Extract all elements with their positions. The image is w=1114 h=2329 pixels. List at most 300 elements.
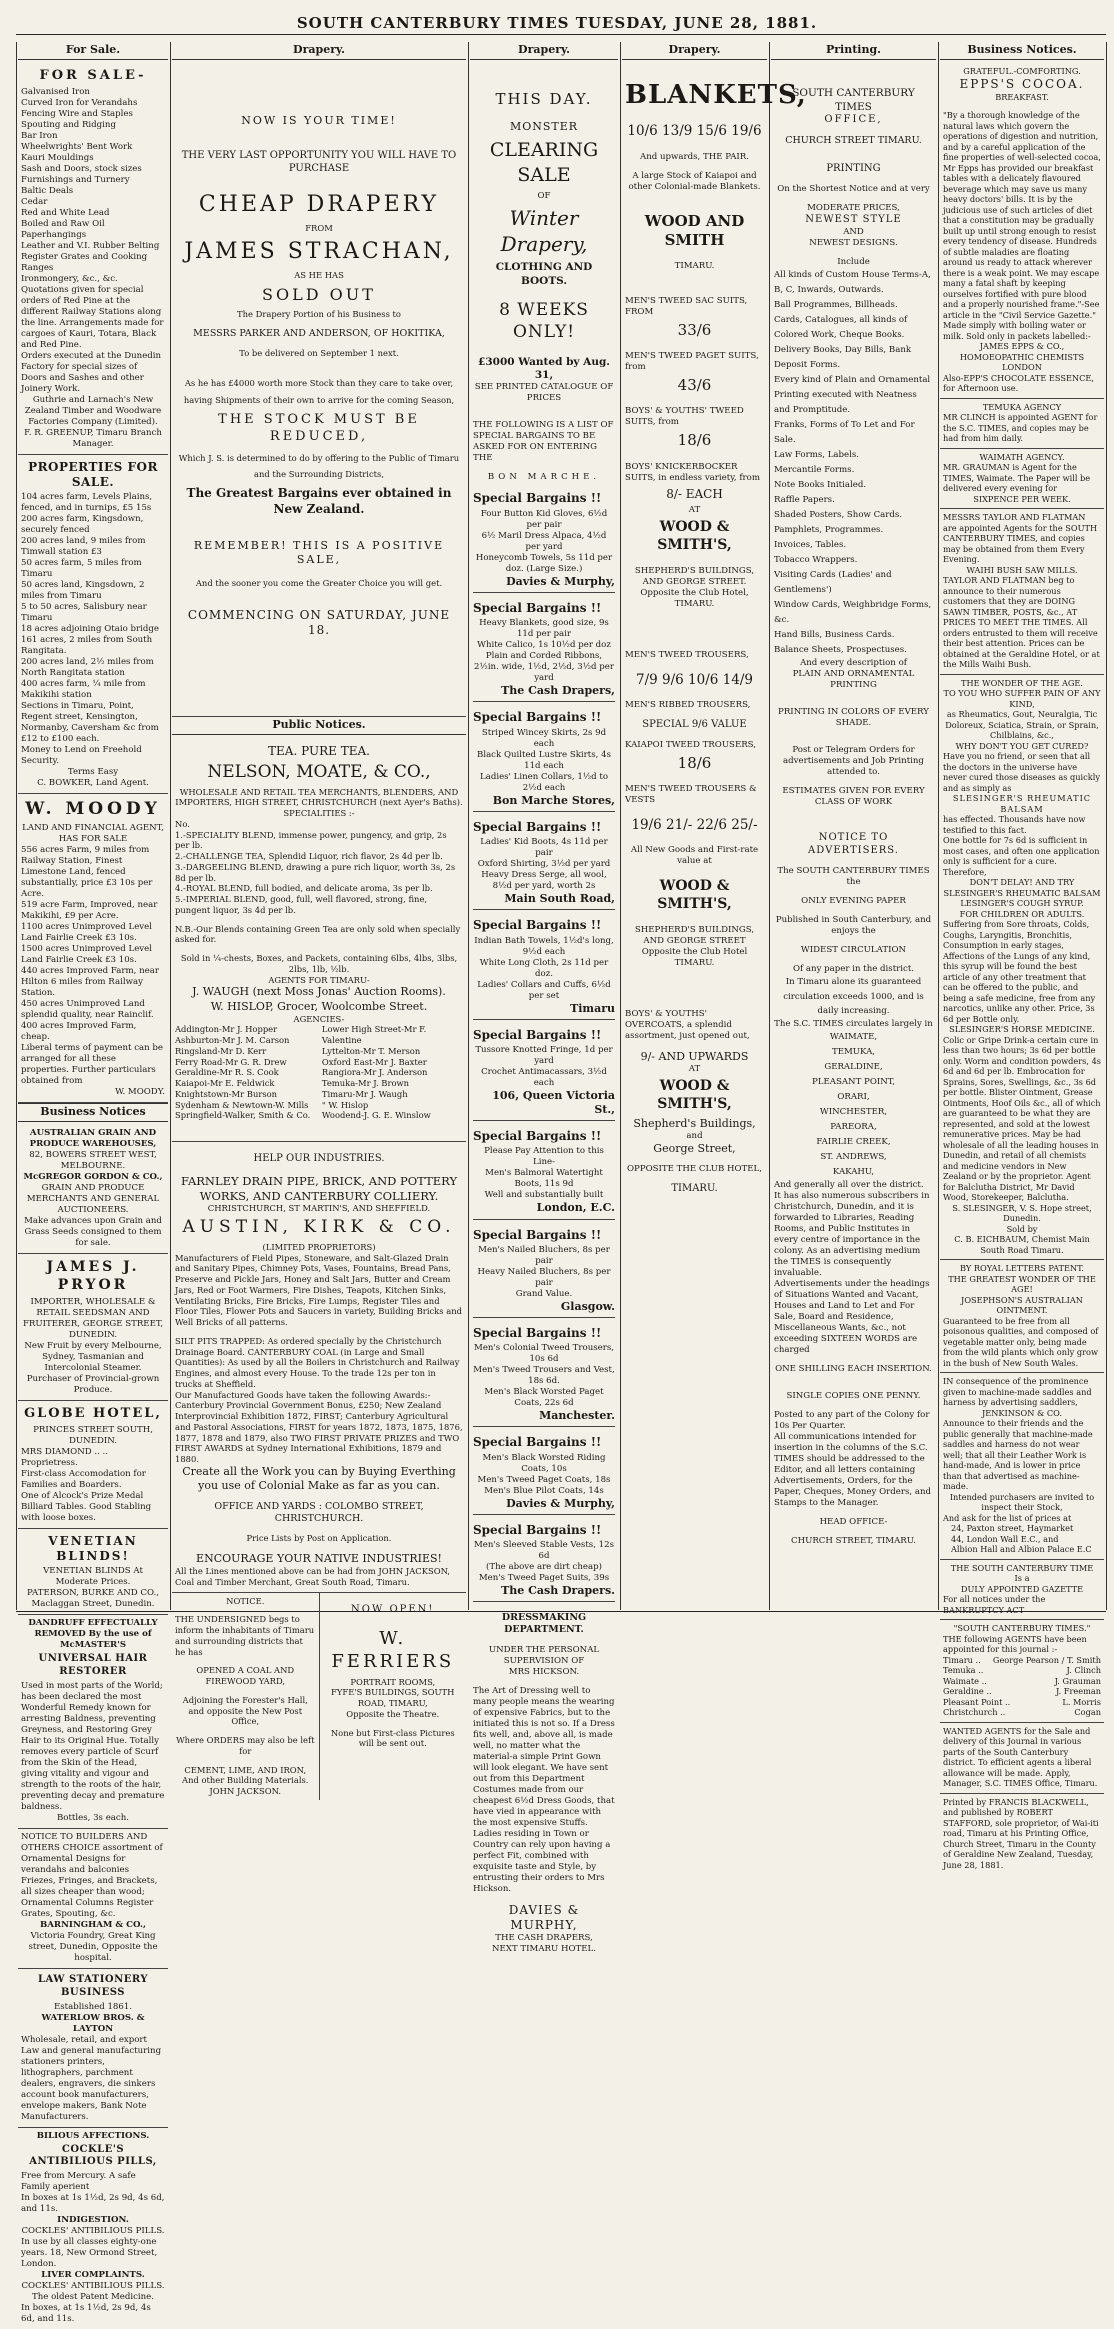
ad-text: Sold by — [1006, 1223, 1038, 1234]
ad-text: Price Lists by Post on Application. — [246, 1533, 392, 1544]
ad-title: INDIGESTION. — [57, 2215, 129, 2226]
ad-title: LAW STATIONERY BUSINESS — [37, 1974, 149, 1998]
ad-text: Make advances upon Grain and Grass Seeds consigned to them for sale. — [24, 1216, 162, 1249]
ad-text: Printed by FRANCIS BLACKWELL, and published by ROBERT STAFFORD, sole proprietor, of Wai-iti road, Timaru at his Printing Office, Church Street, Timaru in the County of Geraldine New Zealand, Tuesday, June 28, 1881. — [943, 1796, 1099, 1870]
list-item: Pamphlets, Programmes. — [774, 525, 884, 536]
bargain-title: Special Bargains !! — [473, 1129, 602, 1144]
ad-text: Also-EPP'S CHOCOLATE ESSENCE, for Afternoon use. — [943, 372, 1094, 394]
list-item: Mercantile Forms. — [774, 464, 855, 475]
list-item: 161 acres, 2 miles from South Rangitata. — [21, 635, 153, 657]
ad-headline: DAVIES & MURPHY, — [508, 1902, 580, 1932]
bargain-line: White Calico, 1s 10½d per doz — [477, 640, 611, 651]
ad-headline: AUSTIN, KIRK & CO. — [182, 1217, 456, 1238]
ad-text: THE FOLLOWING IS A LIST OF SPECIAL BARGAINS TO BE ASKED FOR ON ENTERING THE — [473, 420, 614, 464]
ad-text: "By a thorough knowledge of the natural laws which govern the operations of digestion and nutrition, and by a careful application of the fine properties of well-selected cocoa, Mr Epps has provided our breakfast tables with a delicately flavoured beverage which may save us many heavy doctors' bills. It is by the judicious use of such articles of diet that a constitution may be gradually built up until strong enough to resist every tendency of disease. Hundreds of subtle maladies are floating around us ready to attack wherever there is a weak point. We may escape many a fatal shaft by keeping ourselves fortified with pure blood and a properly nourished frame."-See article in the "Civil Service Gazette." Made simply with boiling water or milk. Sold only in packets labelled:- — [943, 110, 1101, 341]
price-line: 18/6 — [677, 431, 712, 450]
ad-text: Our Manufactured Goods have taken the following Awards:-Canterbury Provincial Government Bonus, £250; New Zealand Interprovincial Exhibition 1872, FIRST; Canterbury Agricultural and Pastoral Associations, FIRST for years 1872, 1873, 1875, 1876, 1877, 1878 and 1879, also TWO FIRST PRIVATE PRIZES and TWO FIRST AWARDS at Sydney International Exhibitions, 1879 and 1880. — [175, 1389, 463, 1465]
column-divider — [620, 42, 621, 1610]
ad-text: SEE PRINTED CATALOGUE OF PRICES — [474, 382, 614, 404]
bargain-line: 6½ Maril Dress Alpaca, 4½d per yard — [481, 530, 607, 552]
ad-title: GLOBE HOTEL, — [24, 1406, 162, 1422]
special-bargain — [473, 491, 615, 592]
ad-text: AS HE HAS — [294, 269, 344, 280]
special-bargain — [473, 710, 615, 811]
special-bargain — [473, 918, 615, 1019]
ad-signature: JOHN JACKSON. — [209, 1786, 282, 1797]
ad-text: As he has £4000 worth more Stock than they care to take over, having Shipments of their own to arrive for the coming Season, — [183, 377, 455, 405]
list-item: Furnishings and Turnery — [21, 174, 130, 185]
bargain-line: Ladies' Kid Boots, 4s 11d per pair — [480, 837, 608, 859]
ad-text: Purchaser of Provincial-grown Produce. — [26, 1374, 160, 1396]
ad-waimate-agency — [940, 449, 1104, 510]
ad-title: UNIVERSAL HAIR RESTORER — [38, 1653, 148, 1678]
ad-title: MRS HICKSON. — [508, 1666, 580, 1677]
ad-text: AT — [688, 504, 701, 515]
ad-text: The S.C. TIMES circulates largely in — [774, 1018, 933, 1029]
bargain-line: White Long Cloth, 2s 11d per doz. — [479, 957, 609, 979]
ad-text: MR. GRAUMAN is Agent for the TIMES, Waimate. The Paper will be delivered every evening for — [943, 462, 1091, 494]
list-item: Kaiapoi-Mr E. Feldwick — [175, 1078, 275, 1089]
ad-gazette — [940, 1560, 1104, 1621]
ad-text: KAIAPOI TWEED TROUSERS, — [625, 739, 756, 750]
ad-text: SPECIALITIES :- — [283, 808, 355, 819]
list-item: 450 acres Unimproved Land splendid quality, near Rainclif. — [21, 999, 154, 1021]
bargain-title: Special Bargains !! — [473, 1027, 602, 1042]
ad-text: CHURCH STREET TIMARU. — [785, 134, 922, 146]
ad-jenkinson — [940, 1373, 1104, 1560]
ad-text: as Rheumatics, Gout, Neuralgia, Tic Doloreux, Sciatica, Strain, or Sprain, Chilblains, &c., — [945, 709, 1099, 741]
column-divider — [16, 42, 17, 1610]
list-item: Ferry Road-Mr G. R. Drew — [175, 1056, 287, 1067]
list-item: 3.-DARGEELING BLEND, drawing a pure rich liquor, worth 3s, 2s 8d per lb. — [175, 861, 456, 883]
list-item: 1.-SPECIALITY BLEND, immense power, pungency, and grip, 2s per lb. — [175, 829, 447, 851]
ad-headline: Winter Drapery, — [500, 205, 588, 256]
ad-text: For all notices under the BANKRUPTCY ACT — [943, 1594, 1046, 1615]
bargain-line: Crochet Antimacassars, 3½d each — [481, 1066, 607, 1088]
list-item: Rangiora-Mr J. Anderson — [321, 1067, 428, 1078]
ad-title: ONLY EVENING PAPER — [801, 895, 906, 906]
ad-title: SINGLE COPIES ONE PENNY. — [786, 1391, 921, 1402]
ad-text: GRAIN AND PRODUCE MERCHANTS AND GENERAL AUCTIONEERS. — [26, 1183, 160, 1216]
agent-row — [943, 1686, 1101, 1697]
ad-nelson-moate — [172, 738, 466, 1143]
ad-text: Is a — [1014, 1573, 1030, 1584]
bargain-line: Well and substantially built — [484, 1190, 604, 1201]
bargain-title: Special Bargains !! — [473, 1227, 602, 1242]
price-line: 33/6 — [677, 320, 712, 339]
ad-title: WAIMATH AGENCY. — [979, 451, 1065, 462]
ad-text: DON'T DELAY! AND TRY — [969, 877, 1075, 888]
ad-hair-restorer — [18, 1615, 168, 1829]
ad-text: NOW IS YOUR TIME! — [241, 114, 397, 128]
ad-text: BOYS' & YOUTHS' OVERCOATS, a splendid assortment, just opened out, — [625, 1009, 750, 1042]
list-item: Knightstown-Mr Burson — [175, 1088, 278, 1099]
list-item: 400 acres Improved Farm, cheap. — [21, 1021, 137, 1043]
list-item: ST. ANDREWS, — [820, 1151, 887, 1162]
ad-builders — [18, 1829, 168, 1969]
ad-text: WHOLESALE AND RETAIL TEA MERCHANTS, BLENDERS, AND IMPORTERS, HIGH STREET, CHRISTCHURCH (next Ayer's Baths). — [175, 786, 463, 808]
ad-title: "SOUTH CANTERBURY TIMES." — [953, 1623, 1091, 1634]
ad-title: BY ROYAL LETTERS PATENT. — [960, 1263, 1084, 1274]
price-line: 19/6 21/- 22/6 25/- — [631, 816, 758, 833]
ad-title: DRESSMAKING DEPARTMENT. — [501, 1612, 587, 1636]
list-item: 104 acres farm, Levels Plains, fenced, and in turnips, £5 15s — [21, 492, 153, 514]
list-item: Fencing Wire and Staples — [21, 108, 133, 119]
ad-title: PRINTING IN COLORS OF EVERY SHADE. — [778, 707, 929, 729]
bargain-line: Men's Tweed Trousers and Vest, 18s 6d. — [473, 1365, 615, 1387]
ad-text: LAND AND FINANCIAL AGENT, HAS FOR SALE — [22, 823, 164, 845]
ad-text: A large Stock of Kaiapoi and other Colonial-made Blankets. — [628, 170, 761, 192]
ad-title: COCKLES' ANTIBILIOUS PILLS. — [21, 2226, 165, 2237]
ad-text: Manufacturers of Field Pipes, Stoneware, and Salt-Glazed Drain and Sanitary Pipes, Chimney Pots, Vases, Fountains, Bread Pans, Preserve and Pickle Jars, Honey and Salt Jars, Butter and Cream Jars, Red or Foot Warmers, Fire Dishes, Teapots, Kitchen Sinks, Ventilating Bricks, Fire Bricks, Fire Lumps, Register Tiles and Floor Tiles, Flower Pots and Saucers in variety, Building Bricks and Well Bricks of all patterns. — [175, 1252, 462, 1328]
ad-text: MRS DIAMOND .. .. Proprietress. — [21, 1446, 109, 1468]
bargain-line: Striped Wincey Skirts, 2s 9d each — [481, 727, 607, 749]
ad-headline: ENCOURAGE YOUR NATIVE INDUSTRIES! — [196, 1552, 442, 1566]
ad-text: THE CASH DRAPERS, — [495, 1933, 593, 1944]
bargain-store: The Cash Drapers. — [473, 1584, 615, 1602]
bargain-line: Ladies' Collars and Cuffs, 6½d per set — [477, 979, 611, 1001]
ad-wanted-agents — [940, 1723, 1104, 1794]
ad-title: TO YOU WHO SUFFER PAIN OF ANY KIND, — [943, 688, 1101, 709]
ad-headline: WOOD AND SMITH — [644, 211, 745, 249]
ad-headline: The Greatest Bargains ever obtained in New Zealand. — [186, 486, 452, 516]
ad-text: MEN'S TWEED PAGET SUITS, from — [625, 351, 759, 373]
list-item: FAIRLIE CREEK, — [816, 1136, 891, 1147]
ad-text: In use by all classes eighty-one years. 18, New Ormond Street, London. — [21, 2237, 158, 2270]
price-line: 10/6 13/9 15/6 19/6 — [627, 123, 762, 140]
list-item: 50 acres land, Kingsdown, 2 miles from Timaru — [21, 580, 145, 602]
ad-text: Adjoining the Forester's Hall, and opposite the New Post Office, — [182, 1694, 308, 1727]
list-item: Money to Lend on Freehold Security. — [21, 745, 142, 767]
agencies-table — [175, 1024, 463, 1121]
ad-temuka-agency — [940, 399, 1104, 449]
ad-title: SLESINGER'S RHEUMATIC BALSAM — [943, 887, 1101, 898]
bargain-line: Indian Bath Towels, 1½d's long, 9½d each — [474, 935, 614, 957]
ad-text: Guthrie and Larnach's New Zealand Timber and Woodware Factories Company (Limited). — [24, 394, 162, 427]
agent-row — [943, 1665, 1101, 1676]
ad-text: OFFICE, — [824, 113, 883, 125]
ad-text: Established 1861. — [53, 2001, 133, 2012]
agent-name: J. Freeman — [1055, 1686, 1101, 1697]
ad-text: And upwards, THE PAIR. — [640, 151, 749, 162]
bargain-line: Men's Tweed Paget Suits, 39s — [478, 1573, 610, 1584]
ad-slesinger — [940, 675, 1104, 1261]
moody-list — [21, 845, 165, 1043]
list-item: Hand Bills, Business Cards. — [774, 630, 895, 641]
list-item: Cards, Catalogues, all kinds of Colored Work, Cheque Books. — [774, 314, 908, 340]
ad-text: AT — [688, 1064, 701, 1075]
list-item: Woodend-J. G. E. Winslow — [321, 1110, 431, 1121]
agent-row — [943, 1707, 1101, 1718]
ad-title: THE GREATEST WONDER OF THE AGE! — [948, 1273, 1096, 1295]
price-line: 9/- AND UPWARDS — [640, 1050, 749, 1064]
list-item: 556 acres Farm, 9 miles from Railway Station, Finest Limestone Land, fenced substantially, price £3 10s per Acre. — [21, 845, 153, 900]
list-item: " W. Hislop — [321, 1099, 369, 1110]
ad-text: UNDER THE PERSONAL SUPERVISION OF — [488, 1644, 600, 1666]
ad-text: All New Goods and First-rate value at — [630, 845, 759, 867]
list-item: Addington-Mr J. Hopper — [175, 1024, 278, 1035]
bargain-title: Special Bargains !! — [473, 1325, 602, 1340]
list-item: Sections in Timaru, Point, Regent street, Kensington, Normanby, Caversham &c from £12 to £100 each. — [21, 701, 159, 745]
ad-title: HELP OUR INDUSTRIES. — [253, 1153, 385, 1165]
ad-epps-cocoa — [940, 63, 1104, 399]
ad-text: And every description of — [800, 658, 907, 669]
ad-text: has effected. Thousands have now testified to this fact. — [943, 814, 1086, 835]
column-header: Printing. — [771, 42, 936, 60]
agent-name: Cogan — [1074, 1707, 1101, 1718]
ad-text: OFFICE AND YARDS : COLOMBO STREET, CHRISTCHURCH. — [214, 1501, 424, 1525]
agent-town: Christchurch .. — [943, 1707, 1006, 1718]
ad-title: SLESINGER'S RHEUMATIC BALSAM — [952, 793, 1092, 814]
agent-town: Timaru .. — [943, 1654, 981, 1665]
ad-text: 44, London Wall E.C., and — [951, 1533, 1059, 1544]
special-bargain — [473, 601, 615, 702]
ad-text: The oldest Patent Medicine. — [31, 2292, 155, 2303]
bargain-line: Grand Value. — [515, 1288, 573, 1299]
list-item: 2.-CHALLENGE TEA, Splendid Liquor, rich flavor, 2s 4d per lb. — [175, 851, 443, 862]
bargain-title: Special Bargains !! — [473, 710, 602, 725]
column-header: Business Notices. — [940, 42, 1104, 60]
ad-title: £3000 Wanted by Aug. 31, — [478, 355, 610, 381]
list-item: 18 acres adjoining Otaio bridge — [21, 624, 159, 635]
ad-agents — [940, 1620, 1104, 1723]
column-divider — [1106, 42, 1107, 1610]
ad-headline: COMMENCING ON SATURDAY, JUNE 18. — [187, 607, 451, 638]
bargain-line: Tussore Knotted Fringe, 1d per yard — [475, 1044, 613, 1066]
special-bargain — [473, 1326, 615, 1427]
list-item: Every kind of Plain and Ornamental Printing executed with Neatness and Promptitude. — [774, 374, 931, 415]
price-line: 18/6 — [677, 753, 712, 772]
list-item: Sydenham & Newtown-W. Mills — [175, 1099, 309, 1110]
bargain-title: Special Bargains !! — [473, 491, 602, 506]
agent-name: George Pearson / T. Smith — [992, 1654, 1101, 1665]
ad-blinds — [18, 1529, 168, 1616]
column-for-sale — [18, 42, 168, 2325]
bargain-line: Men's Black Worsted Riding Coats, 10s — [482, 1452, 606, 1474]
ad-text: OPPOSITE THE CLUB HOTEL, — [627, 1164, 762, 1175]
ad-text: Where ORDERS may also be left for — [176, 1735, 315, 1756]
ad-title: PLAIN AND ORNAMENTAL PRINTING — [792, 669, 915, 691]
special-bargain — [473, 1523, 615, 1602]
bargain-line: Men's Tweed Paget Coats, 18s — [477, 1474, 611, 1485]
list-item: Register Grates and Cooking Ranges — [21, 251, 148, 273]
ad-title: NEWEST STYLE — [805, 213, 902, 225]
ad-text: New Fruit by every Melbourne, Sydney, Tasmanian and Intercolonial Steamer. — [24, 1341, 162, 1374]
ad-title: NOTICE. — [226, 1595, 265, 1606]
list-item: Window Cards, Weighbridge Forms, &c. — [774, 600, 932, 626]
list-item: Galvanised Iron — [21, 86, 90, 97]
ad-text: WANTED AGENTS for the Sale and delivery of this Journal in various parts of the South Canterbury district. To efficient agents a liberal allowance will be made. Apply, Manager, S.C. TIMES Office, Timaru. — [943, 1725, 1098, 1789]
ad-text: NEXT TIMARU HOTEL. — [492, 1944, 596, 1955]
ad-text: THE UNDERSIGNED begs to inform the inhabitants of Timaru and surrounding districts that he has — [175, 1614, 315, 1657]
ad-text: On the Shortest Notice and at very — [777, 183, 930, 194]
agent-town: Pleasant Point .. — [943, 1696, 1011, 1707]
ad-text: BOYS' & YOUTHS' TWEED SUITS, from — [625, 406, 744, 428]
column-divider — [938, 42, 939, 1610]
ad-signature: C. BOWKER, Land Agent. — [37, 778, 149, 789]
ad-text: MEN'S TWEED TROUSERS & VESTS — [625, 783, 757, 805]
ad-title: COCKLE'S ANTIBILIOUS PILLS, — [29, 2143, 157, 2168]
section-header: Business Notices — [18, 1103, 168, 1122]
ad-text: 82, BOWERS STREET WEST, MELBOURNE. — [29, 1150, 157, 1172]
agent-row — [943, 1697, 1101, 1708]
ad-text: Suffering from Sore throats, Colds, Coughs, Laryngitis, Bronchitis, Consumption in early stages, Affections of the Lungs of any kind, this syrup will be found the best article of any other treatment that can be offered to the public, and being a safe medicine, free from any narcotics, unlike any other. Price, 3s 6d per Bottle only. — [943, 919, 1096, 1024]
ad-text: AND — [843, 226, 864, 237]
ad-text: FOR CHILDREN OR ADULTS. — [959, 908, 1085, 919]
list-item: Timaru-Mr J. Waugh — [321, 1088, 408, 1099]
ad-text: Intended purchasers are invited to inspect their Stock, — [949, 1491, 1095, 1513]
special-bargain — [473, 1028, 615, 1122]
bargain-title: Special Bargains !! — [473, 1435, 602, 1450]
list-item: Kauri Mouldings — [21, 152, 94, 163]
ad-text: FROM — [305, 222, 333, 233]
ad-title: THIS DAY. — [495, 90, 593, 109]
ad-title: CLOTHING AND BOOTS. — [495, 261, 593, 287]
ad-printing — [771, 63, 936, 1547]
list-item: Delivery Books, Day Bills, Bank Deposit Forms. — [774, 344, 912, 370]
bargain-line: Heavy Blankets, good size, 9s 11d per pair — [479, 618, 609, 640]
bargain-line: Men's Balmoral Watertight Boots, 11s 9d — [485, 1168, 603, 1190]
agent-name: L. Morris — [1062, 1696, 1101, 1707]
list-item: Bar Iron — [21, 130, 58, 141]
ad-text: NOTICE TO BUILDERS AND OTHERS CHOICE assortment of Ornamental Designs for verandahs and balconies Friezes, Fringes, and Brackets, all sizes cheaper than wood; Ornamental Columns Register Grates, Spouting, &c. — [21, 1832, 163, 1919]
ad-text: Terms Easy — [67, 767, 119, 778]
list-item: 4.-ROYAL BLEND, full bodied, and delicate aroma, 3s per lb. — [175, 883, 433, 894]
ad-text: First-class Accomodation for Families and Boarders. — [21, 1468, 146, 1490]
ad-title: JENKINSON & CO. — [981, 1407, 1062, 1418]
list-item: Red and White Lead — [21, 207, 110, 218]
ad-title: BILIOUS AFFECTIONS. — [36, 2130, 150, 2141]
bargain-title: Special Bargains !! — [473, 600, 602, 615]
ad-text: In boxes, at 1s 1½d, 2s 9d, 4s 6d, and 11s. — [21, 2303, 151, 2325]
ad-text: SHEPHERD'S BUILDINGS, AND GEORGE STREET. — [634, 565, 755, 587]
list-item: Franks, Forms of To Let and For Sale. — [774, 419, 915, 445]
price-line: SPECIAL 9/6 VALUE — [642, 718, 747, 730]
agent-name: J. Clinch — [1066, 1665, 1101, 1676]
ad-text: THE following AGENTS have been appointed for this journal :- — [943, 1633, 1087, 1655]
special-bargain — [473, 1435, 615, 1514]
ad-headline: SOLD OUT — [262, 284, 376, 304]
ad-text: Used in most parts of the World; has been declared the most Wonderful Remedy known for arresting Baldness, preventing Greyness, and Restoring Grey Hair to its Original Hue. Totally removes every particle of Scurf from the Skin of the Head, giving vitality and vigour and strength to the roots of the hair, preventing decay and premature baldness. — [21, 1681, 165, 1812]
ad-title: PRINTING — [826, 162, 881, 174]
ad-text: MEN'S RIBBED TROUSERS, — [625, 699, 751, 710]
bargain-line: Please Pay Attention to this Line- — [484, 1146, 604, 1168]
ad-text: Have you no friend, or seen that all the doctors in the universe have never cured those diseases as quickly and as simply as — [943, 751, 1100, 793]
ad-title: VENETIAN BLINDS! — [48, 1533, 138, 1564]
ad-text: Guaranteed to be free from all poisonous qualities, and composed of vegetable matter only, being made from the wild plants which only grow in the bush of New South Wales. — [943, 1315, 1099, 1368]
ad-clearing-sale — [470, 63, 618, 1955]
masthead: SOUTH CANTERBURY TIMES TUESDAY, JUNE 28, 1881. — [296, 14, 818, 32]
ad-text: Quotations given for special orders of Red Pine at the different Railway Stations along the line. Arrangements made for cargoes of Kauri, Totara, Black and Red Pine. — [21, 284, 164, 350]
ad-text: OF — [537, 190, 551, 201]
ad-headline: OPENED A COAL AND FIREWOOD YARD, — [196, 1665, 295, 1687]
column-header: Drapery. — [470, 42, 618, 60]
ad-text: N.B.-Our Blends containing Green Tea are only sold when specially asked for. — [175, 923, 461, 945]
ad-text: HOMOEOPATHIC CHEMISTS LONDON — [959, 351, 1085, 373]
ad-headline: WOOD & SMITH'S, — [657, 1078, 732, 1113]
column-header: For Sale. — [18, 42, 168, 60]
list-item: Geraldine-Mr R. S. Cook — [175, 1067, 279, 1078]
ad-text: Orders executed at the Dunedin Factory for special sizes of Doors and Sashes and other Joinery Work. — [21, 350, 162, 394]
column-header: Drapery. — [172, 42, 466, 60]
ad-for-sale — [18, 63, 168, 455]
bargain-line: Men's Black Worsted Paget Coats, 22s 6d — [484, 1387, 604, 1409]
ad-text: and — [686, 1131, 703, 1142]
ad-moody — [18, 794, 168, 1103]
ad-text: Victoria Foundry, Great King street, Dunedin, Opposite the hospital. — [28, 1931, 158, 1963]
ad-text: PORTRAIT ROOMS, — [350, 1676, 436, 1687]
list-item: Law Forms, Labels. — [774, 449, 860, 460]
list-item: Invoices, Tables. — [774, 540, 847, 551]
ad-text: THE VERY LAST OPPORTUNITY YOU WILL HAVE TO PURCHASE — [181, 150, 457, 174]
bargain-store: Manchester. — [473, 1409, 615, 1427]
bargain-store: Davies & Murphy, — [473, 575, 615, 593]
list-item: Wheelwrights' Bent Work — [21, 141, 133, 152]
agent-row — [943, 1655, 1101, 1666]
list-item: Baltic Deals — [21, 185, 74, 196]
ad-text: CHURCH STREET, TIMARU. — [791, 1536, 916, 1547]
list-item: All kinds of Custom House Terms-A, B, C, Inwards, Outwards. — [774, 269, 931, 295]
ad-title: COCKLES' ANTIBILIOUS PILLS. — [21, 2281, 165, 2292]
ad-title: BON MARCHE. — [487, 472, 601, 483]
column-business-notices — [940, 42, 1104, 1870]
ad-text: AGENCIES- — [293, 1013, 345, 1024]
ad-text: To be delivered on September 1 next. — [239, 347, 399, 358]
ad-text: Albion Hall and Albion Palace E.C — [951, 1544, 1092, 1555]
ad-title: AUSTRALIAN GRAIN AND PRODUCE WAREHOUSES, — [29, 1128, 157, 1150]
bargain-title: Special Bargains !! — [473, 1522, 602, 1537]
ad-text: CHRISTCHURCH, ST MARTIN'S, AND SHEFFIELD. — [207, 1203, 431, 1214]
list-item: Boiled and Raw Oil — [21, 218, 105, 229]
ad-text: Opposite the Theatre. — [346, 1708, 440, 1719]
bargain-store: 106, Queen Victoria St., — [473, 1089, 615, 1121]
price-line: 7/9 9/6 10/6 14/9 — [636, 671, 753, 688]
ad-globe — [18, 1401, 168, 1529]
ad-text: The Art of Dressing well to many people means the wearing of expensive Fabrics, but to the initiated this is not so. If a Dress fits well, and, above all, is made well, no matter what the material-a simple Print Gown will look elegant. We have sent out from this Department Costumes made from our cheapest 6½d Dress Goods, that have vied in appearance with the most expensive Stuffs. Ladies residing in Town or Country can rely upon having a perfect Fit, combined with exquisite taste and Style, by entrusting their orders to Mrs Hickson. — [473, 1685, 615, 1894]
ad-text: Of any paper in the district. — [792, 963, 915, 974]
ad-text: IN consequence of the prominence given to machine-made saddles and harness by advertising saddlers, — [943, 1376, 1092, 1408]
ad-title: THE SOUTH CANTERBURY TIME — [950, 1562, 1094, 1573]
bargain-store: Davies & Murphy, — [473, 1497, 615, 1515]
bargain-line: Men's Sleeved Stable Vests, 12s 6d — [473, 1540, 615, 1562]
ad-text: None but First-class Pictures will be sent out. — [330, 1727, 455, 1749]
ad-text: Liberal terms of payment can be arranged for all these properties. Further particulars obtained from — [21, 1043, 164, 1087]
ad-text: TIMARU. — [674, 958, 715, 969]
list-item: Ball Programmes, Billheads. — [774, 299, 898, 310]
agent-row — [943, 1676, 1101, 1687]
ad-text: And the sooner you come the Greater Choice you will get. — [195, 578, 443, 589]
bargain-store: The Cash Drapers, — [473, 684, 615, 702]
list-item: WINCHESTER, — [819, 1106, 888, 1117]
ad-text: Colic or Gripe Drink-a certain cure in less than two hours; 3s 6d per bottle only. Worm and condition powders, 4s 6d and 6d per lb. Embrocation for Sprains, Sores, Swellings, &c., 3s 6d per bottle. Blister Ointment, Grease Ointments, Hoof Oils &c., all of which are guaranteed to be what they are represented, and sold at the lowest remunerative prices. May be had wholesale of all the leading houses in Dunedin, and retail of all chemists and medicine vendors in New Zealand or by the proprietor. Agent for Balclutha District, Mr David Wood, Storekeeper, Balclutha. — [943, 1034, 1101, 1203]
list-item: No. — [175, 818, 190, 829]
bargain-line: Heavy Dress Serge, all wool, 8½d per yard, worth 2s — [481, 870, 607, 892]
list-item: Curved Iron for Verandahs — [21, 97, 138, 108]
blends-list — [175, 819, 463, 916]
ad-grain — [18, 1125, 168, 1254]
ad-headline: CEMENT, LIME, AND IRON, — [184, 1764, 307, 1775]
ad-ferriers — [320, 1593, 467, 1800]
ad-text: Which J. S. is determined to do by offering to the Public of Timaru and the Surrounding Districts, — [178, 452, 460, 480]
ad-headline: CHEAP DRAPERY — [198, 191, 440, 217]
ad-text: Include — [837, 256, 870, 267]
ad-text: The SOUTH CANTERBURY TIMES the — [777, 865, 930, 887]
ad-title: GRATEFUL.-COMFORTING. — [963, 66, 1081, 77]
column-divider — [769, 42, 770, 1610]
list-item: Ringsland-Mr D. Kerr — [175, 1045, 267, 1056]
ad-title: SLESINGER'S HORSE MEDICINE. — [949, 1024, 1095, 1035]
ad-title: ONE SHILLING EACH INSERTION. — [775, 1364, 932, 1375]
